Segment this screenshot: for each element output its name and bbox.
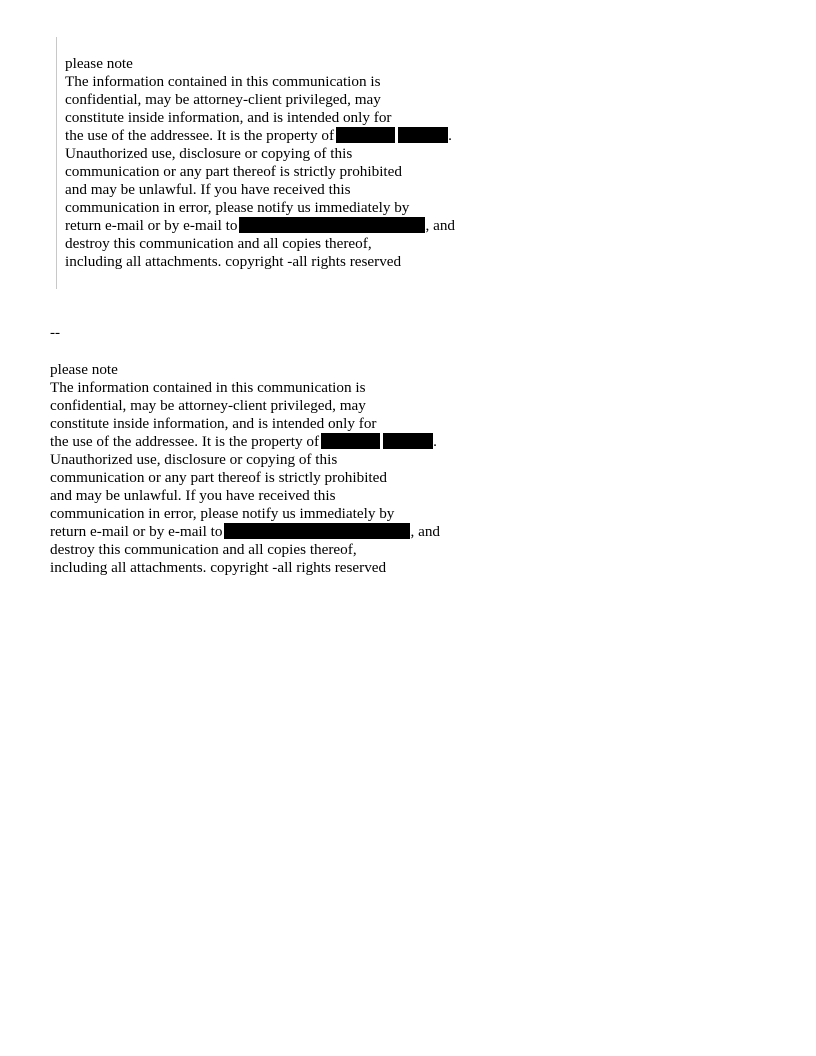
signature-separator: -- [50,324,61,341]
disclaimer-line: Unauthorized use, disclosure or copying of this [50,451,338,468]
disclaimer-line: including all attachments. copyright -all rights reserved [50,559,387,576]
quoted-disclaimer-line: confidential, may be attorney-client privileged, may [65,91,381,108]
disclaimer-line: communication in error, please notify us immediately by [50,505,395,522]
quoted-disclaimer-line: destroy this communication and all copies thereof, [65,235,372,252]
disclaimer-line: destroy this communication and all copies thereof, [50,541,357,558]
disclaimer-line-text: the use of the addressee. It is the property of [50,433,320,450]
quoted-disclaimer-line: constitute inside information, and is intended only for [65,109,392,126]
redacted-email-address [239,217,425,233]
quoted-disclaimer-line: Unauthorized use, disclosure or copying of this [65,145,353,162]
disclaimer-line: and may be unlawful. If you have received this [50,487,336,504]
redacted-company-name [398,127,448,143]
quoted-disclaimer-line: communication in error, please notify us immediately by [65,199,410,216]
disclaimer-heading: please note [50,361,118,378]
quoted-disclaimer [65,55,486,271]
quoted-disclaimer-line: including all attachments. copyright -all rights reserved [65,253,402,270]
quoted-disclaimer-line: The information contained in this communication is [65,73,381,90]
quoted-disclaimer-heading: please note [65,55,133,72]
quoted-disclaimer-email-line [65,217,486,235]
email-line-suffix: , and [425,217,456,234]
quoted-disclaimer-line: and may be unlawful. If you have received this [65,181,351,198]
disclaimer-line: constitute inside information, and is intended only for [50,415,377,432]
disclaimer [50,361,490,577]
disclaimer-line-text: return e-mail or by e-mail to [50,523,223,540]
disclaimer-email-line [50,523,490,541]
disclaimer-line: confidential, may be attorney-client privileged, may [50,397,366,414]
email-line-suffix: , and [410,523,441,540]
quoted-reply-block [56,37,486,289]
disclaimer-line: communication or any part thereof is strictly prohibited [50,469,387,486]
redacted-company-name [383,433,433,449]
quoted-disclaimer-property-line [65,127,486,145]
disclaimer-line: The information contained in this communication is [50,379,366,396]
redacted-company-name [321,433,380,449]
redacted-company-name [336,127,395,143]
punctuation: . [433,433,437,450]
quoted-disclaimer-line-text: return e-mail or by e-mail to [65,217,238,234]
punctuation: . [448,127,452,144]
quoted-disclaimer-line-text: the use of the addressee. It is the property of [65,127,335,144]
disclaimer-property-line [50,433,490,451]
quoted-disclaimer-line: communication or any part thereof is strictly prohibited [65,163,402,180]
redacted-email-address [224,523,410,539]
